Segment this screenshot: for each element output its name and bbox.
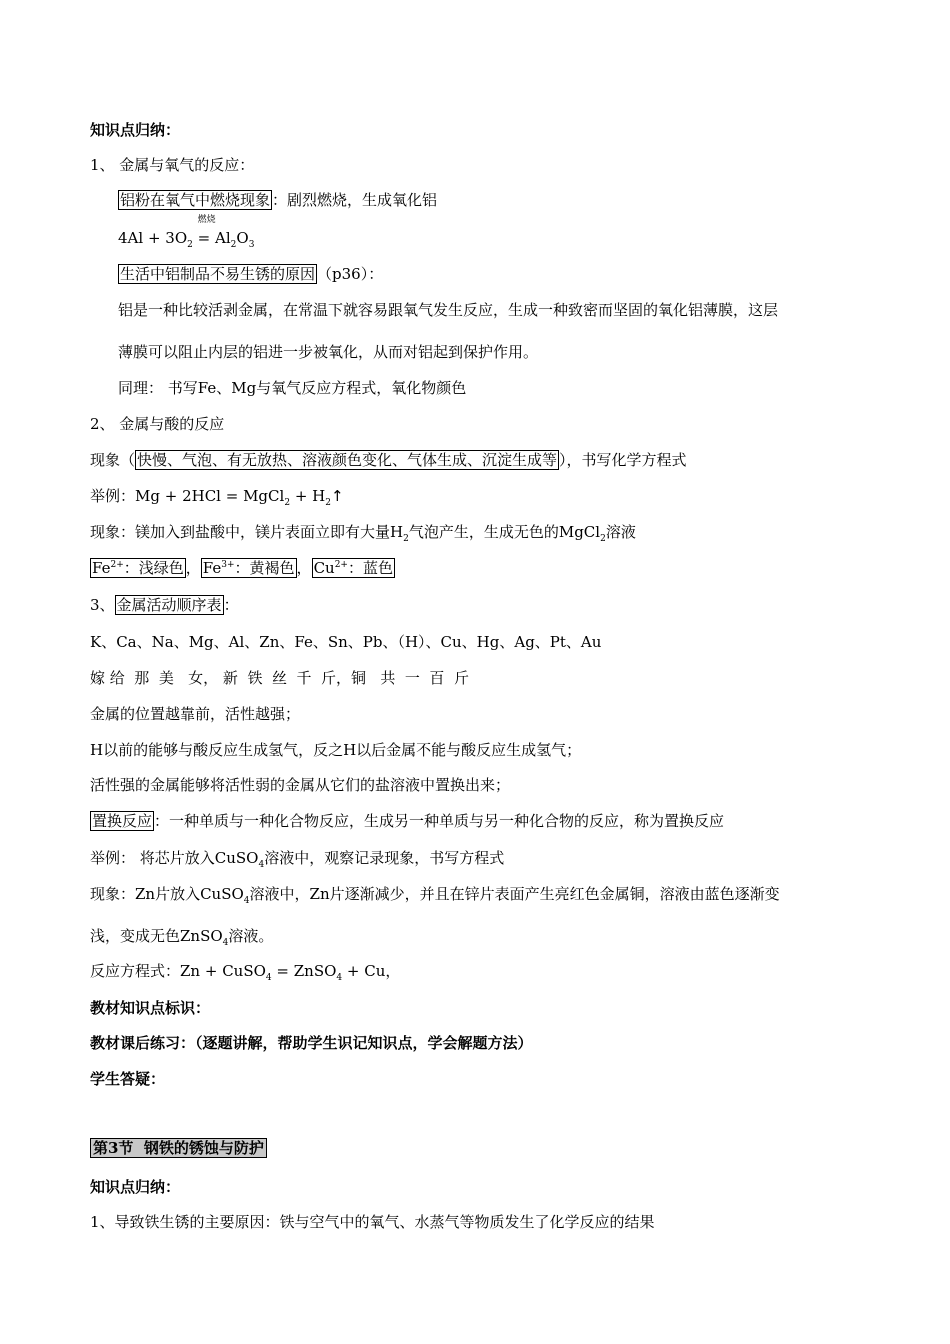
fe2-color-box: $Fe^{2+}$：浅绿色 — [92, 559, 184, 577]
textbook-points-heading: 教材知识点标识： — [90, 999, 211, 1017]
item1-title: 1、 金属与氧气的反应： — [90, 156, 255, 174]
section3-title: 第3节 钢铁的锈蚀与防护 — [90, 1138, 267, 1158]
activity-series: K、Ca、Na、Mg、Al、Zn、Fe、Sn、Pb、（H）、Cu、Hg、Ag、Pt、Au — [90, 633, 602, 651]
cuso4-example: 举例： 将芯片放入CuSO$_4$溶液中，观察记录现象，书写方程式 — [90, 849, 505, 870]
al-equation: $4Al + 3O_2$ 燃烧 = $Al_2O_3$ — [118, 215, 255, 250]
section3-heading: 知识点归纳： — [90, 1178, 181, 1196]
al-combustion-line: 铝粉在氧气中燃烧现象 ：剧烈燃烧，生成氧化铝 — [120, 191, 438, 209]
al-combustion-label: 铝粉在氧气中燃烧现象 — [120, 191, 271, 209]
fe3-color-box: $Fe^{3+}$：黄褐色 — [202, 559, 295, 577]
equals-with-condition: 燃烧 = — [197, 215, 216, 247]
item3-title: 3、 金属活动顺序表 ： — [90, 596, 239, 614]
ion-colors-line: $Fe^{2+}$：浅绿色 ， $Fe^{3+}$：黄褐色 ， $Cu^{2+}$：蓝色 — [92, 559, 393, 577]
al-paragraph-line1: 铝是一种比较活剥金属，在常温下就容易跟氧气发生反应，生成一种致密而坚固的氧化铝薄膜，这层 — [118, 301, 779, 319]
rule-hydrogen: H以前的能够与酸反应生成氢气，反之H以后金属不能与酸反应生成氢气； — [90, 741, 582, 759]
same-principle-line: 同理： 书写Fe、Mg与氧气反应方程式，氧化物颜色 — [118, 379, 467, 397]
mg-observation-line: 现象：镁加入到盐酸中，镁片表面立即有大量$H_2$气泡产生，生成无色的MgCl$_2$溶液 — [90, 523, 636, 544]
item2-title: 2、 金属与酸的反应 — [90, 415, 225, 433]
exercises-heading: 教材课后练习：（逐题讲解，帮助学生识记知识点，学会解题方法） — [90, 1034, 533, 1052]
al-reason-line: 生活中铝制品不易生锈的原因 （p36）： — [120, 265, 384, 283]
zn-observation-line1: 现象：Zn片放入CuSO$_4$溶液中，Zn片逐渐减少，并且在锌片表面产生亮红色金属铜，溶液由蓝色逐渐变 — [90, 885, 780, 906]
reaction-equation: 反应方程式：Zn + CuSO$_4$ = ZnSO$_4$ + Cu， — [90, 962, 401, 983]
al-paragraph-line2: 薄膜可以阻止内层的铝进一步被氧化，从而对铝起到保护作用。 — [118, 343, 539, 361]
mg-example-equation: 举例：Mg + 2HCl = MgCl$_2$ + $H_2↑$ — [90, 487, 344, 508]
gas-arrow-icon: ↑ — [330, 487, 344, 505]
section-heading: 知识点归纳： — [90, 121, 181, 139]
activity-mnemonic: 嫁 给 那 美 女， 新 铁 丝 千 斤，铜 共 一 百 斤 — [90, 669, 469, 687]
zn-observation-line2: 浅，变成无色ZnSO$_4$溶液。 — [90, 927, 274, 948]
rust-cause-line: 1、导致铁生锈的主要原因：铁与空气中的氧气、水蒸气等物质发生了化学反应的结果 — [90, 1213, 655, 1231]
activity-series-label: 金属活动顺序表 — [116, 596, 222, 614]
displacement-definition: 置换反应 ：一种单质与一种化合物反应，生成另一种单质与另一种化合物的反应，称为置换反应 — [92, 812, 725, 830]
phenomenon-aspects: 快慢、气泡、有无放热、溶液颜色变化、气体生成、沉淀生成等 — [137, 451, 558, 469]
al-reason-label: 生活中铝制品不易生锈的原因 — [120, 265, 316, 283]
reaction-condition: 燃烧 — [197, 215, 216, 225]
rule-position: 金属的位置越靠前，活性越强； — [90, 705, 301, 723]
phenomenon-line: 现象（ 快慢、气泡、有无放热、溶液颜色变化、气体生成、沉淀生成等 ），书写化学方程式 — [90, 451, 687, 469]
displacement-label: 置换反应 — [92, 812, 153, 830]
qa-heading: 学生答疑： — [90, 1070, 166, 1088]
rule-displacement: 活性强的金属能够将活性弱的金属从它们的盐溶液中置换出来； — [90, 776, 511, 794]
cu2-color-box: $Cu^{2+}$：蓝色 — [313, 559, 393, 577]
